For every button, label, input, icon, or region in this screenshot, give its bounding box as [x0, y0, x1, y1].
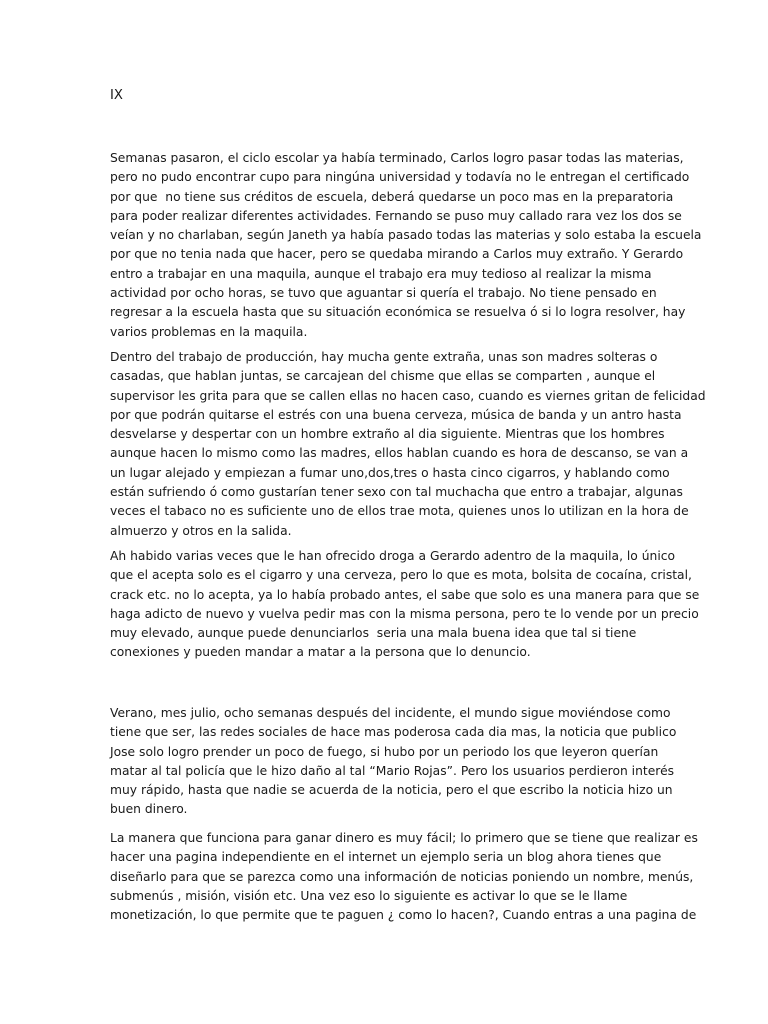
- text-line: están sufriendo ó como gustarían tener sexo con tal muchacha que entro a trabajar, algunas: [110, 485, 683, 500]
- text-line: Ah habido varias veces que le han ofrecido droga a Gerardo adentro de la maquila, lo único: [110, 549, 676, 563]
- text-line: para poder realizar diferentes actividades. Fernando se puso muy callado rara vez los dos se: [110, 208, 682, 223]
- text-line: matar al tal policía que le hizo daño al tal “Mario Rojas”. Pero los usuarios perdieron interés: [110, 763, 675, 778]
- text-line: Dentro del trabajo de producción, hay mucha gente extraña, unas son madres solteras o: [110, 350, 658, 364]
- text-line: muy elevado, aunque puede denunciarlos seria una mala buena idea que tal si tiene: [110, 626, 637, 641]
- text-line: Verano, mes julio, ocho semanas después del incidente, el mundo sigue moviéndose como: [110, 706, 671, 720]
- text-line: casadas, que hablan juntas, se carcajean del chisme que ellas se comparten , aunque el: [110, 369, 656, 384]
- text-line: haga adicto de nuevo y vuelva pedir mas con la misma persona, pero te lo vende por un precio: [110, 606, 699, 621]
- text-line: almuerzo y otros en la salida.: [110, 523, 292, 538]
- paragraph: [110, 348, 706, 541]
- text-line: Semanas pasaron, el ciclo escolar ya había terminado, Carlos logro pasar todas las materias,: [110, 151, 684, 165]
- text-line: por que podrán quitarse el estrés con una buena cerveza, música de banda y un antro hasta: [110, 407, 682, 422]
- paragraph: [110, 829, 698, 925]
- text-line: por que no tenia nada que hacer, pero se quedaba mirando a Carlos muy extraño. Y Gerardo: [110, 247, 684, 262]
- text-line: muy rápido, hasta que nadie se acuerda de la noticia, pero el que escribo la noticia hizo un: [110, 783, 673, 798]
- text-line: desvelarse y despertar con un hombre extraño al dia siguiente. Mientras que los hombres: [110, 427, 665, 442]
- text-line: tiene que ser, las redes sociales de hace mas poderosa cada dia mas, la noticia que publico: [110, 725, 677, 740]
- text-line: que el acepta solo es el cigarro y una cerveza, pero lo que es mota, bolsita de cocaína, cristal,: [110, 568, 692, 583]
- text-line: actividad por ocho horas, se tuvo que aguantar si quería el trabajo. No tiene pensado en: [110, 286, 657, 301]
- text-line: Jose solo logro prender un poco de fuego, si hubo por un periodo los que leyeron querían: [110, 744, 659, 759]
- text-line: veces el tabaco no es suficiente uno de ellos trae mota, quienes unos lo utilizan en la hora de: [110, 504, 689, 519]
- text-line: regresar a la escuela hasta que su situación económica se resuelva ó si lo logra resolver, hay: [110, 305, 686, 320]
- text-line: crack etc. no lo acepta, ya lo había probado antes, el sabe que solo es una manera para que se: [110, 587, 700, 602]
- text-line: hacer una pagina independiente en el internet un ejemplo seria un blog ahora tienes que: [110, 850, 662, 865]
- paragraph: [110, 149, 702, 342]
- text-line: un lugar alejado y empiezan a fumar uno,dos,tres o hasta cinco cigarros, y hablando como: [110, 465, 670, 480]
- text-line: supervisor les grita para que se callen ellas no hacen caso, cuando es viernes gritan de felicidad: [110, 388, 706, 403]
- chapter-heading: IX: [110, 88, 123, 103]
- text-line: aunque hacen lo mismo como las madres, ellos hablan cuando es hora de descanso, se van a: [110, 446, 689, 461]
- paragraph: [110, 547, 700, 663]
- text-line: monetización, lo que permite que te paguen ¿ como lo hacen?, Cuando entras a una pagina de: [110, 908, 697, 923]
- text-line: conexiones y pueden mandar a matar a la persona que lo denuncio.: [110, 645, 531, 660]
- text-line: submenús , misión, visión etc. Una vez eso lo siguiente es activar lo que se le llame: [110, 888, 628, 903]
- text-line: por que no tiene sus créditos de escuela, deberá quedarse un poco mas en la preparatoria: [110, 189, 674, 204]
- text-line: buen dinero.: [110, 802, 188, 817]
- text-line: varios problemas en la maquila.: [110, 324, 308, 339]
- text-line: veían y no charlaban, según Janeth ya había pasado todas las materias y solo estaba la escuela: [110, 228, 702, 243]
- text-line: La manera que funciona para ganar dinero es muy fácil; lo primero que se tiene que realizar es: [110, 831, 698, 845]
- text-line: pero no pudo encontrar cupo para ningúna universidad y todavía no le entregan el certificado: [110, 170, 690, 185]
- text-line: diseñarlo para que se parezca como una información de noticias poniendo un nombre, menús,: [110, 869, 694, 884]
- text-line: entro a trabajar en una maquila, aunque el trabajo era muy tedioso al realizar la misma: [110, 266, 652, 281]
- paragraph: [110, 704, 680, 820]
